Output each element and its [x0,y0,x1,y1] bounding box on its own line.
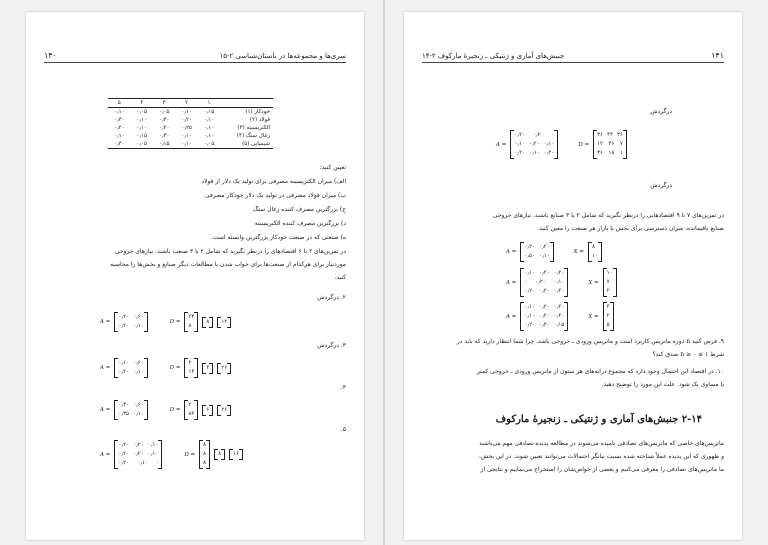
matrix-d [588,242,602,262]
matrix-a [114,400,147,420]
matrix-row [524,321,564,330]
body-line: و ظهوری که این پدیده عملاً شناخته شده نسبت بیانگر احتمالات می‌توانند تعیین شوند. در این بخش، [478,453,724,460]
matrix-entry: ۳۶ [597,132,604,138]
matrix-a [114,440,162,469]
matrix-entry: ۰٫۲۰ [539,288,550,294]
matrix-entry: ۰٫۲۰ [118,369,129,375]
table-header-cell: ۳ [153,99,175,108]
vector-extra [217,363,231,374]
matrix-row [607,269,613,278]
exercise-label: ۳. درگردش [317,342,346,349]
exercise-matrix [98,440,245,469]
matrix-entry: ۰٫۱۰ [553,279,565,285]
matrix-entry: ۴۴ [607,132,613,138]
table-row [108,108,273,117]
matrix-row [592,243,598,252]
text-line: صنایع باقیمانده. میزان دسترسی برای بخش یا بازار هر صنعت را معین کنید. [537,225,724,232]
vector-extra [217,317,231,328]
text-line: ۱۰. در اقتصاد این احتمال وجود دارد که مجموع درایه‌های هر ستون از ماتریس ورودی ـ خروجی کمتر [476,368,724,375]
exercise-matrix [98,358,233,378]
matrix-entry: ۰٫۱۰ [529,150,540,156]
matrix-entry: ۲۶ [221,406,228,413]
matrix-row [524,252,549,261]
text-line: در تمرین‌های ۷ تا ۹ اقتصادهایی را درنظر بگیرید که شامل ۲ یا ۳ صنایع باشند. نیازهای خروجی [492,212,724,219]
matrix-row [607,321,610,330]
matrix-row [188,313,194,322]
matrix-entry: ۰٫۲۰ [539,244,550,250]
matrix-row [592,252,598,261]
matrix-a [510,130,558,159]
matrix-label: A = [100,319,111,325]
matrix-entry: ۰٫۲۰ [514,132,525,138]
right-running-title: جنبش‌های آماری و ژنتیکی ـ زنجیرهٔ مارکوف ۲-۱۴ [422,52,565,60]
table-header-cell: ۵ [108,99,130,108]
matrix-row [118,322,143,331]
matrix-entry: ۴ [206,364,210,371]
matrix-row [597,131,623,140]
text-line: درگردش [650,182,672,189]
table-cell: ۰٫۳۰ [113,117,125,123]
right-header [422,48,724,63]
matrix-entry: ۱ [619,150,623,156]
table-cell: ۰٫۱۵ [203,109,215,115]
vector-x [202,317,213,328]
table-cell: ۰٫۱۰ [175,140,197,149]
table-header-cell [220,99,273,108]
matrix-entry: ۰٫۲۰ [118,460,129,466]
matrix-entry: ۲ [606,288,610,294]
matrix-row [524,287,564,296]
table-cell: ۰٫۲۵ [181,125,192,131]
matrix-entry: ۰٫۶۰ [133,314,144,320]
table-cell: ۰٫۲۰ [181,117,192,123]
matrix-entry: ۰٫۱۰ [147,442,159,448]
matrix-entry: ۴ [606,304,610,310]
matrix-entry: ۰٫۲۰ [553,288,565,294]
matrix-entry: ۰٫۲۰ [543,150,555,156]
matrix-entry: ۰٫۲۰ [553,304,565,310]
matrix-row [514,131,554,140]
table-cell: ۰٫۱۰ [203,125,215,131]
matrix-entry: ۰٫۲۰ [532,132,544,138]
exercise-label: ۲. درگردش [317,294,346,301]
matrix-entry: ۳۶ [597,150,604,156]
text-line: الف) میزان الکتریسیته مصرفی برای تولید یک دلار از فولاد [201,178,346,185]
table-row [108,140,273,149]
table-cell: ۰٫۱۰ [181,109,192,115]
matrix-row [118,368,143,377]
table-cell: ۰٫۲۰ [158,125,170,131]
matrix-label: A = [506,279,517,286]
matrix-row [597,149,623,158]
matrix-label: X = [588,313,599,320]
table-cell: ۰٫۱۰ [136,117,148,123]
table-row-label: خودکار (۱) [245,109,270,115]
table-cell: ۰٫۱۰ [203,133,215,139]
matrix-entry: ۰٫۲۰ [553,313,565,319]
matrix-d [593,130,627,159]
table-cell: ۰٫۱۰ [113,109,125,115]
table-cell: ۰٫۰۵ [130,140,152,149]
table-cell: ۰٫۳۰ [158,133,170,139]
matrix-row [188,322,194,331]
matrix-entry: ۰ [524,279,528,285]
matrix-entry: ۰٫۲۰ [553,270,565,276]
text-line: ۹. فرض کنید n دوره ماتریس کاربرد است و ماتریس ورودی ـ خروجی باشد. چرا شما انتظار دارید که باید در [456,338,724,345]
table-row-label: شیمیایی (۵) [220,140,273,149]
matrix-entry: ۱۲ [597,141,604,147]
body-line: ماتریس‌های خاصی که ماتریس‌های تصادفی نامیده می‌شوند در مطالعه پدیده تصادفی مهم می‌باشند [478,440,724,447]
matrix-row [118,359,143,368]
table-header-cell: ۲ [175,99,197,108]
matrix-label: A = [506,249,517,255]
matrix-a [520,302,568,331]
matrix-label: A = [100,365,111,371]
table-cell: ۰٫۱۵ [153,140,175,149]
matrix-row [206,406,209,415]
section-title: ۲-۱۴ جنبش‌های آماری و ژنتیکی ـ زنجیرهٔ مارکوف [495,414,702,425]
table-row [108,124,273,132]
matrix-entry: ۱۰ [591,253,598,259]
text-line: د) بزرگترین مصرف کننده الکتریسیته [254,220,346,227]
matrix-row [206,318,209,327]
matrix-entry: ۱۶ [233,451,239,457]
matrix-row [221,364,227,373]
matrix-entry: ۶ [206,406,210,413]
matrix-row [597,140,623,149]
text-line: کنید. [334,274,346,281]
matrix-entry: ۰٫۳۵ [118,411,129,417]
matrix-entry: ۰٫۲۰ [529,141,540,147]
matrix-entry: ۰٫۱۰ [539,253,550,259]
text-line: شرط ۱ ≥ n ≥ ۰ صدق کند؟ [652,351,724,358]
matrix-entry: ۰٫۲۰ [514,150,525,156]
table-cell: ۰٫۲۰ [113,125,125,131]
matrix-row [218,450,221,459]
matrix-entry: ۴۶ [608,141,615,147]
matrix-row [203,441,206,450]
matrix-entry: ۰٫۱۰ [147,451,159,457]
table-cell: ۰٫۰۵ [158,109,170,115]
matrix-entry: ۱۲ [221,318,228,325]
text-line: درگردش [650,108,672,115]
matrix-label: D = [169,319,181,325]
matrix-label: A = [100,451,111,458]
matrix-entry: ۸ [206,318,210,325]
table-cell: ۰٫۳۰ [158,117,170,123]
table-cell: ۰٫۱۵ [136,133,148,139]
exercise-matrix [98,400,233,420]
matrix-entry: ۰٫۱۰ [524,270,535,276]
matrix-entry: ۱۰ [606,270,613,276]
exercise-label: ۵. [340,426,346,433]
matrix-entry: ۰٫۲۰ [133,442,144,448]
right-page [404,12,742,540]
matrix-entry: ۲۴ [188,314,195,320]
matrix-row [188,410,194,419]
matrix-entry: ۰٫۲۰ [118,442,129,448]
table-row-label: زغال سنگ (۴) [236,133,270,139]
matrix-row [203,459,206,468]
vector-x [202,405,213,416]
matrix-entry: ۰٫۲۰ [539,304,550,310]
matrix-label: A = [100,407,111,413]
table-cell: ۰٫۱۰ [203,117,215,123]
input-output-table [108,98,273,149]
matrix-a [114,358,147,378]
matrix-entry: ۷ [606,279,610,285]
matrix-label: D = [184,451,196,458]
matrix-row [524,303,564,312]
matrix-entry: ۸ [203,460,207,466]
matrix-entry: ۰٫۵۰ [524,253,535,259]
vector-d [184,312,198,332]
matrix-entry: ۷ [619,141,623,147]
text-line: در تمرین‌های ۲ تا ۶ اقتصادهای را درنظر بگیرید که شامل ۲ یا ۳ صنعت باشند. نیازهای خروجی [114,248,346,255]
matrix-entry: - [156,460,159,466]
matrix-row [118,313,143,322]
gutter [383,0,385,545]
matrix-entry: ۰٫۲۰ [118,323,129,329]
table-cell: ۰٫۰۵ [198,140,220,149]
matrix-label: A = [496,141,507,148]
matrix-d [603,302,614,331]
matrix-entry: ۰٫۳۰ [118,402,129,408]
matrix-d [603,268,617,297]
matrix-label: X = [588,279,599,286]
matrix-row [514,140,554,149]
table-row [108,132,273,140]
text-line: یا مساوی یک شود. علت این مورد را توضیح دهید. [601,381,724,388]
matrix-entry: ۰٫۱۰ [133,369,144,375]
matrix-entry: ۰٫۲۰ [524,288,535,294]
matrix-entry: ۰٫۲۰ [133,451,144,457]
matrix-row [233,450,239,459]
matrix-row [118,441,158,450]
matrix-entry: ۵ [606,322,610,328]
matrix-entry: ۰٫۲۰ [539,270,550,276]
matrix-entry: ۲۶ [221,364,228,371]
matrix-row [524,278,564,287]
matrix-entry: ۰٫۶۰ [133,360,144,366]
matrix-a [114,312,147,332]
matrix-label: D = [169,365,181,371]
matrix-row [118,450,158,459]
vector-d [184,358,198,378]
matrix-entry: ۰٫۲۰ [118,451,129,457]
matrix-row [118,410,143,419]
matrix-entry: ۰٫۱۰ [137,460,149,466]
matrix-row [221,406,227,415]
table-cell: ۰٫۱۰ [113,133,125,139]
text-line: ب) میزان فولاد مصرفی در تولید یک دلار خودکار مصرفی [204,192,346,199]
matrix-row [188,368,194,377]
matrix-entry: ۰٫۱۰ [514,141,525,147]
matrix-entry: ۰٫۲۰ [524,244,535,250]
matrix-entry: ۰٫۱۰ [524,313,535,319]
matrix-row [203,450,206,459]
matrix-entry: ۰ [551,132,555,138]
matrix-label: D = [169,407,181,413]
matrix-entry: ۱۴ [188,369,195,375]
vector-x [214,449,225,460]
matrix-block [504,302,616,331]
matrix-row [607,312,610,321]
matrix-row [118,401,143,410]
matrix-entry: ۸ [203,442,207,448]
left-running-title: سری‌ها و مجموعه‌ها در باستان‌شناسی ۲-۱۵ [219,52,346,60]
matrix-entry: ۳۶ [616,132,623,138]
matrix-row [524,243,549,252]
left-page-number: ۱۴۰ [44,51,57,60]
matrix-row [514,149,554,158]
matrix-row [607,287,613,296]
matrix-a [520,242,553,262]
matrix-block [494,130,629,159]
exercise-label: ۴. [340,384,346,391]
matrix-row [524,269,564,278]
matrix-label: A = [506,313,517,320]
text-line: ج) بزرگترین مصرف کننده زغال سنگ [253,206,346,213]
matrix-entry: ۰٫۲۰ [524,322,535,328]
table-cell: ۰٫۴۰ [108,140,130,149]
matrix-block [504,242,604,262]
matrix-entry: ۰٫۱۰ [133,323,144,329]
matrix-label: X = [573,249,584,255]
text-line: موردنیاز برای هرکدام از صنعت‌ها برای جواب شدن با مطالعات دیگر صنایع و بخش‌ها را محاسبه [109,261,346,268]
right-page-number: ۱۴۱ [711,51,724,60]
matrix-entry: ۰٫۱۰ [524,304,535,310]
text-line: ه) صنعتی که در صنعت خودکار بزرگترین وابسته است. [211,234,346,241]
table-cell: ۰٫۰۵ [136,109,148,115]
table-header-cell: ۱ [198,99,220,108]
matrix-entry: ۸۲ [188,411,195,417]
table-cell: ۰٫۱۰ [136,125,148,131]
matrix-entry: ۰٫۳۰ [539,322,550,328]
matrix-entry: ۰٫۱۰ [133,411,144,417]
matrix-a [520,268,568,297]
text-line: تعیین کنید: [319,164,346,171]
matrix-row [206,364,209,373]
matrix-entry: ۰٫۲۰ [118,314,129,320]
matrix-entry: ۲ [606,313,610,319]
vector-extra [229,449,243,460]
matrix-entry: ۸ [591,244,595,250]
vector-d [184,400,198,420]
matrix-entry: ۲ [188,402,192,408]
exercise-matrix [98,312,233,332]
matrix-entry: ۲ [188,360,192,366]
matrix-entry: ۰٫۱۰ [543,141,555,147]
matrix-entry: ۰٫۲۰ [535,279,546,285]
matrix-entry: ۸ [188,323,192,329]
vector-d [199,440,210,469]
table-header-cell: ۴ [130,99,152,108]
left-page [26,12,364,540]
body-line: ما ماتریس‌های تصادفی را معرفی می‌کنیم و بعضی از خواص‌شان را استخراج می‌نماییم و نتایجی از [480,466,724,473]
matrix-row [188,401,194,410]
vector-extra [217,405,231,416]
matrix-row [524,312,564,321]
left-header [44,48,346,63]
matrix-entry: ۱۸ [608,150,615,156]
matrix-block [504,268,619,297]
table-row [108,116,273,124]
vector-x [202,363,213,374]
matrix-row [221,318,227,327]
matrix-entry: ۸ [203,451,207,457]
table-row-label: فولاد (۲) [249,117,270,123]
matrix-label: D = [578,141,590,148]
matrix-entry: ۰٫۲۰ [539,313,550,319]
matrix-row [607,303,610,312]
matrix-row [188,359,194,368]
matrix-entry: ۰٫۶۰ [133,402,144,408]
table-row-label: الکتریسیته (۳) [237,125,270,131]
matrix-row [607,278,613,287]
matrix-entry: ۰٫۱۵ [553,322,565,328]
matrix-row [118,459,158,468]
matrix-entry: ۰٫۱۰ [118,360,129,366]
table-cell: ۰٫۱۰ [181,133,192,139]
matrix-entry: ۸ [218,451,222,457]
